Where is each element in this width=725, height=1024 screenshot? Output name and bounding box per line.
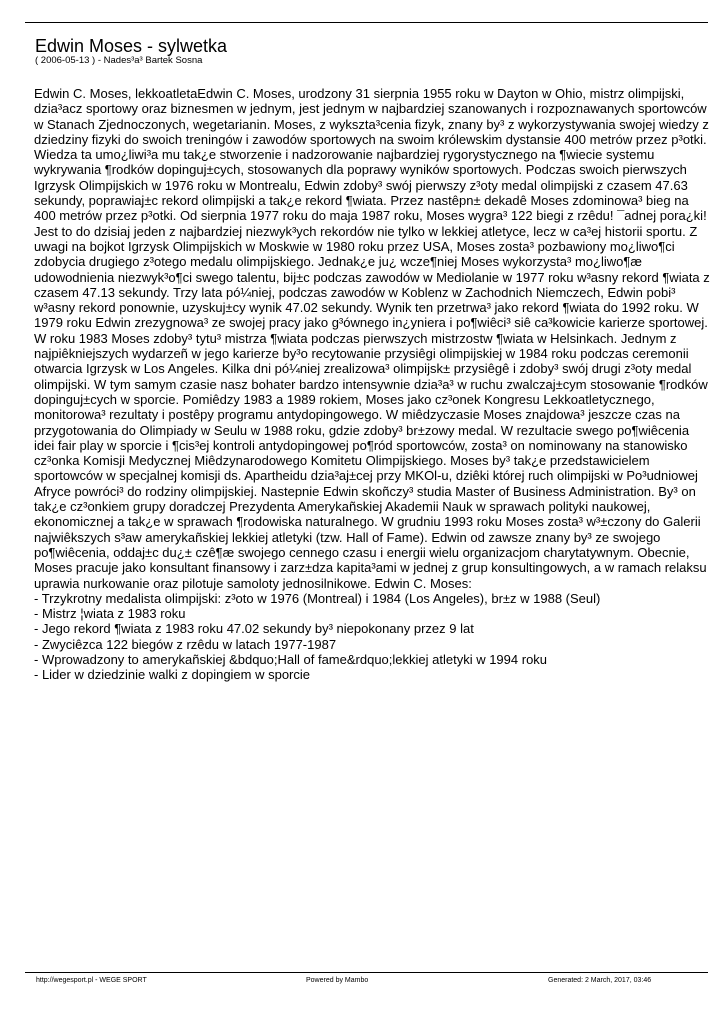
- article-meta: ( 2006-05-13 ) - Nades³a³ Bartek Sosna: [35, 55, 203, 66]
- footer-site-url: http://wegesport.pl - WEGE SPORT: [36, 977, 147, 984]
- list-item: - Lider w dziedzinie walki z dopingiem w sporcie: [34, 667, 311, 683]
- footer-powered-by: Powered by Mambo: [306, 977, 369, 984]
- footer-generated-date: Generated: 2 March, 2017, 03:46: [548, 977, 652, 984]
- list-item: - Trzykrotny medalista olimpijski: z³oto w 1976 (Montreal) i 1984 (Los Angeles), br±z w 1988 (Seul): [34, 590, 601, 606]
- list-item: - Zwyciêzca 122 biegów z rzêdu w latach 1977-1987: [34, 636, 337, 652]
- article-body: Edwin C. Moses, lekkoatletaEdwin C. Moses, urodzony 31 sierpnia 1955 roku w Dayton w Ohio, mistrz olimpijski, dzia³acz sportowy oraz biznesmen w jednym, jest jednym w najbardziej szanowanych i rozpoznawanych sportowców w Stanach Zjednoczonych, wegetarianin. Moses, z wykszta³cenia fizyk, znany by³ z wykorzystywania swojej wiedzy z dziedziny fizyki do swoich treningów i zawodów sportowych na swoim królewskim dystansie 400 metrów przez p³otki. Wiedza ta umo¿liwi³a mu tak¿e stworzenie i nadzorowanie najbardziej rygorystycznego na ¶wiecie systemu wykrywania ¶rodków dopinguj±cych, stosowanych dla poprawy wyników sportowych. Podczas swoich pierwszych Igrzysk Olimpijskich w 1976 roku w Montrealu, Edwin zdoby³ swój pierwszy z³oty medal olimpijski z czasem 47.63 sekundy, poprawiaj±c rekord olimpijski a tak¿e rekord ¶wiata. Przez nastêpn± dekadê Moses zdominowa³ bieg na 400 metrów przez p³otki. Od sierpnia 1977 roku do maja 1987 roku, Moses wygra³ 122 biegi z rzêdu! ¯adnej pora¿ki! Jest to do dzisiaj jeden z najbardziej niezwyk³ych rekordów nie tylko w lekkiej atletyce, lecz w ca³ej historii sportu. Z uwagi na bojkot Igrzysk Olimpijskich w Moskwie w 1980 roku przez USA, Moses zosta³ pozbawiony mo¿liwo¶ci zdobycia drugiego z³otego medalu olimpijskiego. Jednak¿e ju¿ wcze¶niej Moses wykorzysta³ mo¿liwo¶æ udowodnienia niezwyk³o¶ci swego talentu, bij±c podczas zawodów w Mediolanie w 1977 roku w³asny rekord ¶wiata z czasem 47.13 sekundy. Trzy lata pó¼niej, podczas zawodów w Koblenz w Zachodnich Niemczech, Edwin pobi³ w³asny rekord ponownie, uzyskuj±cy wynik 47.02 sekundy. Wynik ten przetrwa³ jako rekord ¶wiata do 1992 roku. W 1979 roku Edwin zrezygnowa³ ze swojej pracy jako g³ównego in¿yniera i po¶wiêci³ siê ca³kowicie karierze sportowej. W roku 1983 Moses zdoby³ tytu³ mistrza ¶wiata podczas pierwszych mistrzostw ¶wiata w Helsinkach. Jednym z najpiêkniejszych wydarzeñ w jego karierze by³o recytowanie przysiêgi olimpijskiej w 1984 roku podczas ceremonii otwarcia Igrzysk w Los Angeles. Kilka dni pó¼niej zrealizowa³ olimpijsk± przysiêgê i zdoby³ swój drugi z³oty medal olimpijski. W tym samym czasie nasz bohater bardzo intensywnie dzia³a³ w ruchu zwalczaj±cym stosowanie ¶rodków dopinguj±cych w sporcie. Pomiêdzy 1983 a 1989 rokiem, Moses jako cz³onek Kongresu Lekkoatletycznego, monitorowa³ rezultaty i postêpy programu antydopingowego. W miêdzyczasie Moses znajdowa³ jeszcze czas na przygotowania do Olimpiady w Seulu w 1988 roku, gdzie zdoby³ br±zowy medal. W rezultacie swego po¶wiêcenia idei fair play w sporcie i ¶cis³ej kontroli antydopingowej po¶ród sportowców, zosta³ on nominowany na stanowisko cz³onka Komisji Medycznej Miêdzynarodowego Komitetu Olimpijskiego. Moses by³ tak¿e przedstawicielem sportowców w specjalnej komisji ds. Apartheidu dzia³aj±cej przy MKOl-u, dziêki której ruch olimpijski w Po³udniowej Afryce powróci³ do rodziny olimpijskiej. Nastepnie Edwin skoñczy³ studia Master of Business Administration. By³ on tak¿e cz³onkiem grupy doradczej Prezydenta Amerykañskiej Akademii Nauk w sprawach polityki naukowej, ekonomicznej a tak¿e w sprawach ¶rodowiska naturalnego. W grudniu 1993 roku Moses zosta³ w³±czony do Galerii najwiêkszych s³aw amerykañskiej lekkiej atletyki (tzw. Hall of Fame). Edwin od zawsze znany by³ ze swojego po¶wiêcenia, oddaj±c du¿± czê¶æ swojego cennego czasu i energii wielu organizacjom charytatywnym. Obecnie, Moses pracuje jako konsultant finansowy i zarz±dza kapita³ami w jednej z grup konsultingowych, a w ramach relaksu uprawia nurkowanie oraz pilotuje samoloty jednosilnikowe. Edwin C. Moses:: [34, 86, 710, 591]
- footer-divider: [25, 972, 708, 973]
- header-divider: [25, 22, 708, 23]
- achievements-list: [34, 591, 712, 683]
- list-item: - Wprowadzony to amerykañskiej &bdquo;Hall of fame&rdquo;lekkiej atletyki w 1994 roku: [34, 651, 548, 667]
- article-title: Edwin Moses - sylwetka: [35, 36, 228, 56]
- list-item: - Mistrz ¦wiata z 1983 roku: [34, 606, 186, 622]
- article-content: [34, 86, 712, 683]
- list-item: - Jego rekord ¶wiata z 1983 roku 47.02 sekundy by³ niepokonany przez 9 lat: [34, 621, 474, 637]
